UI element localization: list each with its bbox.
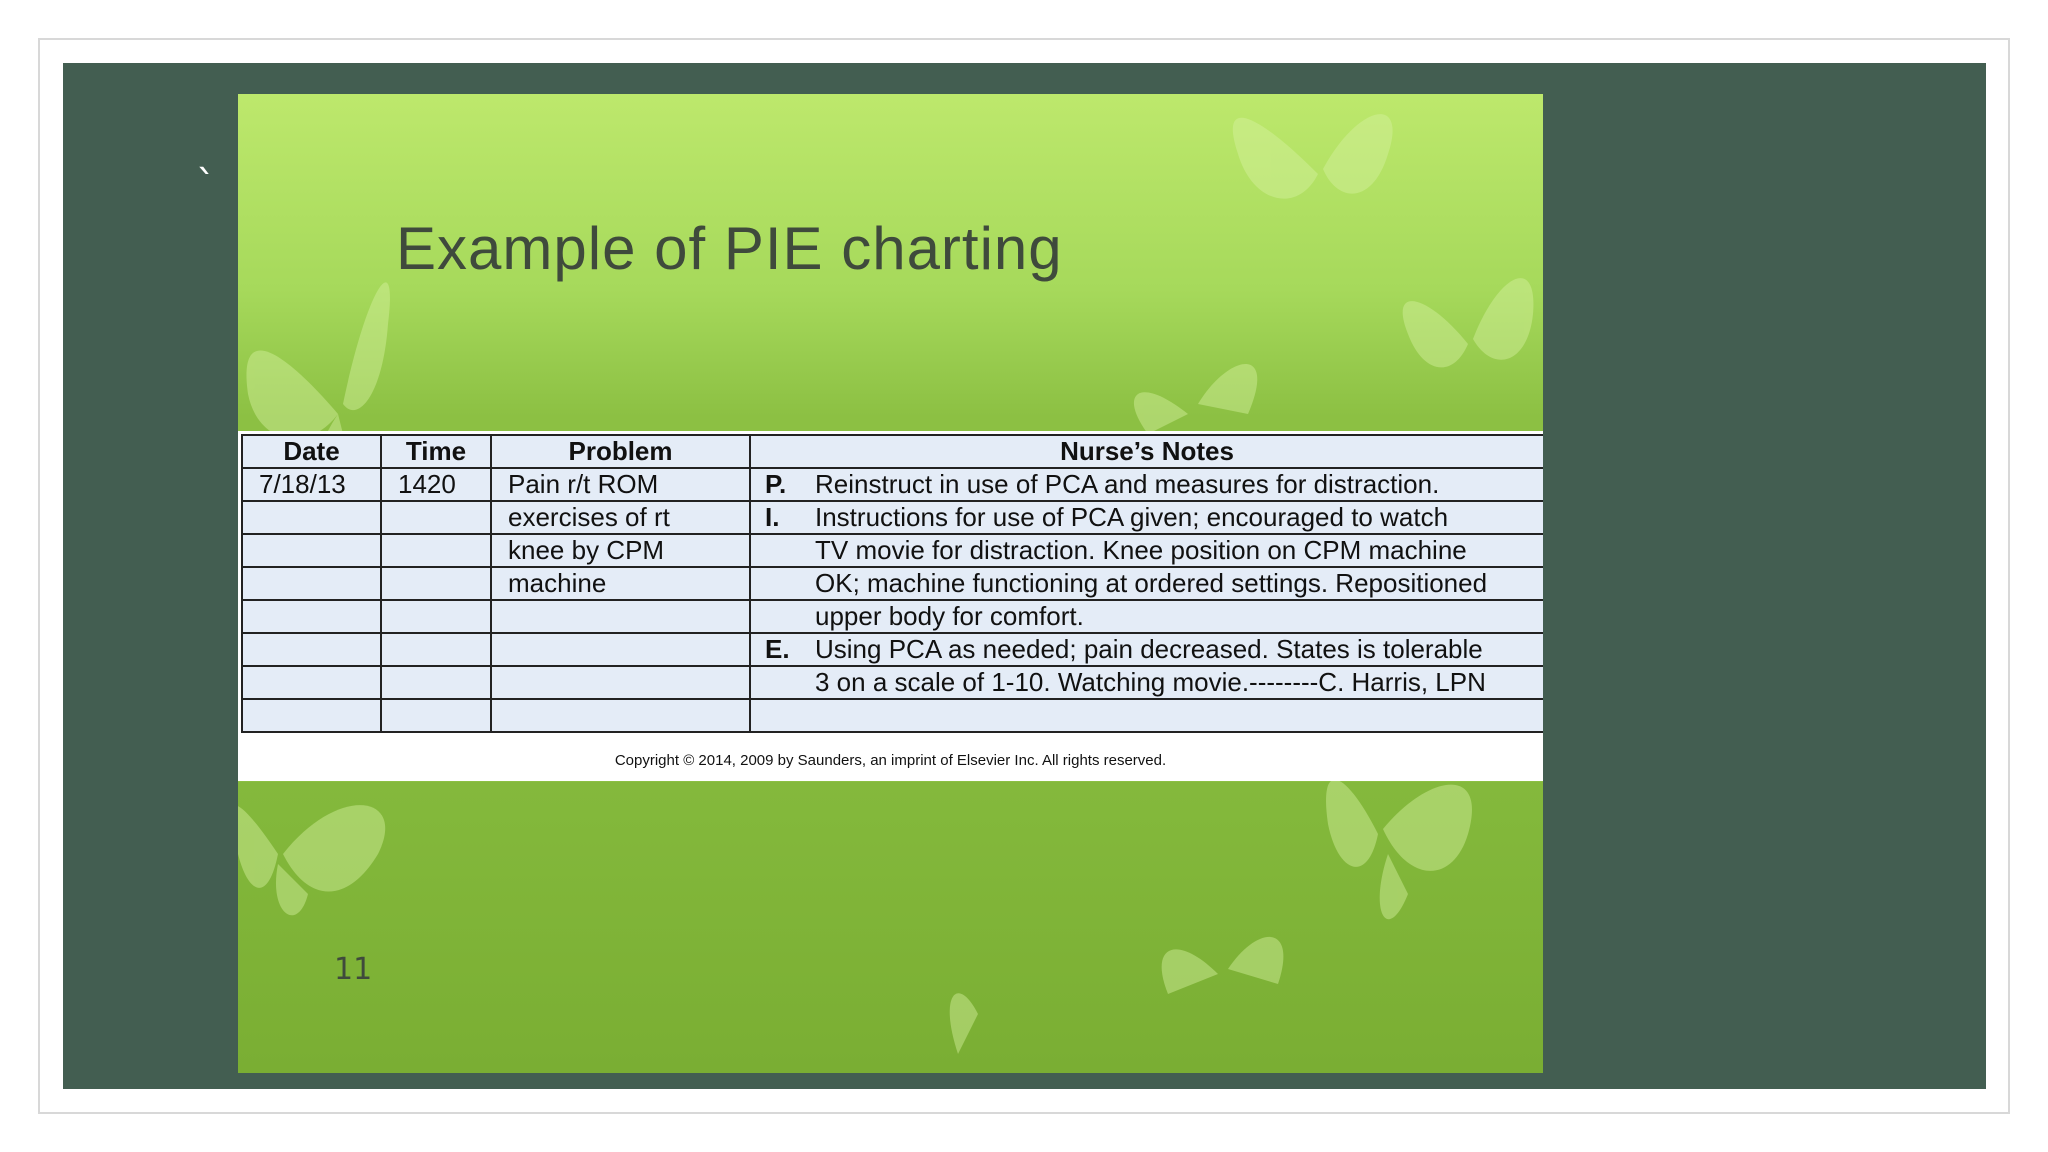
pie-notes-table (241, 434, 1543, 733)
note-text: Instructions for use of PCA given; encouraged to watch (815, 502, 1449, 532)
stray-mark: ` (196, 163, 216, 209)
pie-chart-image (238, 431, 1543, 781)
note-text: OK; machine functioning at ordered settings. Repositioned (815, 568, 1488, 598)
cell-time: 1420 (381, 468, 491, 501)
cell-time (381, 699, 491, 732)
cell-time (381, 666, 491, 699)
note-text: 3 on a scale of 1-10. Watching movie.--------C. Harris, LPN (815, 667, 1486, 697)
cell-date (242, 600, 381, 633)
table-header-row (242, 435, 1543, 468)
cell-note (750, 534, 1543, 567)
cell-time (381, 501, 491, 534)
note-text: Using PCA as needed; pain decreased. States is tolerable (815, 634, 1483, 664)
cell-problem: exercises of rt (491, 501, 750, 534)
cell-time (381, 534, 491, 567)
table-row (242, 501, 1543, 534)
table-row (242, 699, 1543, 732)
cell-time (381, 633, 491, 666)
slide-title: Example of PIE charting (396, 215, 1063, 282)
pie-label: I. (765, 502, 780, 532)
cell-problem (491, 633, 750, 666)
cell-date (242, 699, 381, 732)
pie-label: E. (765, 634, 790, 664)
cell-date (242, 567, 381, 600)
cell-note (750, 501, 1543, 534)
cell-date (242, 501, 381, 534)
cell-note (750, 600, 1543, 633)
table-row (242, 534, 1543, 567)
cell-date: 7/18/13 (242, 468, 381, 501)
slide-number: 11 (334, 952, 373, 987)
cell-date (242, 666, 381, 699)
table-row (242, 600, 1543, 633)
table-row (242, 666, 1543, 699)
pie-label: P. (765, 469, 787, 499)
cell-problem: knee by CPM (491, 534, 750, 567)
cell-problem: machine (491, 567, 750, 600)
cell-problem (491, 699, 750, 732)
cell-date (242, 534, 381, 567)
cell-date (242, 633, 381, 666)
cell-note (750, 567, 1543, 600)
copyright-notice: Copyright © 2014, 2009 by Saunders, an imprint of Elsevier Inc. All rights reserved. (614, 752, 1167, 769)
cell-time (381, 567, 491, 600)
cell-note (750, 699, 1543, 732)
cell-note (750, 468, 1543, 501)
table-row (242, 567, 1543, 600)
table-row (242, 633, 1543, 666)
cell-note (750, 666, 1543, 699)
header-nurses-notes: Nurse’s Notes (750, 435, 1543, 468)
cell-time (381, 600, 491, 633)
cell-problem (491, 666, 750, 699)
cell-problem (491, 600, 750, 633)
cell-problem: Pain r/t ROM (491, 468, 750, 501)
cell-note (750, 633, 1543, 666)
header-date: Date (242, 435, 381, 468)
note-text: upper body for comfort. (815, 601, 1084, 631)
note-text: Reinstruct in use of PCA and measures for distraction. (815, 469, 1440, 499)
slide (238, 94, 1543, 1073)
table-row (242, 468, 1543, 501)
header-time: Time (381, 435, 491, 468)
note-text: TV movie for distraction. Knee position on CPM machine (815, 535, 1467, 565)
header-problem: Problem (491, 435, 750, 468)
